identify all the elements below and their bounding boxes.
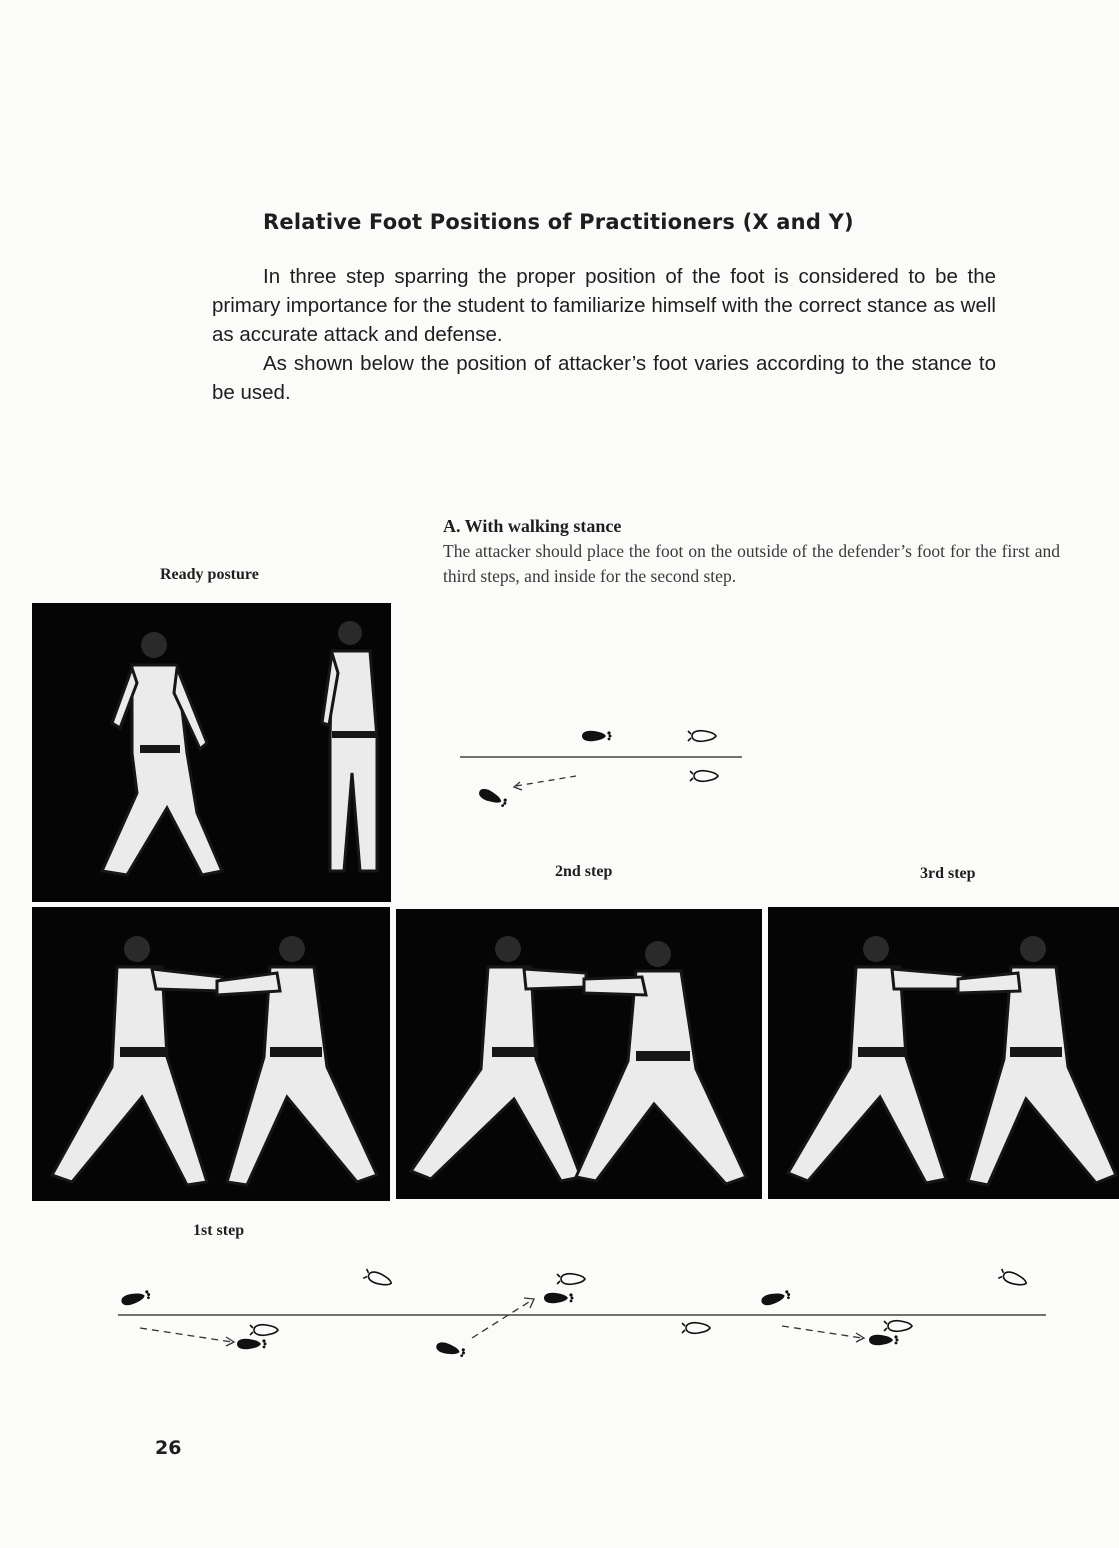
defender-foot-icon — [690, 771, 718, 782]
defender-foot-icon — [998, 1269, 1028, 1288]
defender-foot-icon — [682, 1323, 710, 1334]
attacker-foot-icon — [760, 1289, 791, 1307]
intro-paragraph-1: In three step sparring the proper position of the foot is considered to be the primary importance for the student to familiarize himself with the correct stance as well as accurate attack and defense. — [212, 265, 996, 346]
section-a-text: The attacker should place the foot on the outside of the defender’s foot for the first and third steps, and inside for the second step. — [443, 541, 1060, 586]
defender-foot-icon — [557, 1274, 585, 1285]
intro-text — [212, 262, 996, 407]
photo-1st-step — [32, 907, 390, 1201]
attacker-foot-icon — [237, 1339, 267, 1350]
attacker-foot-icon — [869, 1335, 899, 1346]
defender-foot-icon — [250, 1325, 278, 1336]
caption-2nd-step: 2nd step — [555, 863, 613, 880]
attacker-foot-icon — [544, 1293, 574, 1304]
attacker-foot-icon — [477, 787, 508, 809]
defender-foot-icon — [884, 1321, 912, 1332]
photo-2nd-step — [396, 909, 762, 1199]
photo-ready-posture — [32, 603, 391, 902]
intro-paragraph-2: As shown below the position of attacker’s foot varies according to the stance to be used. — [212, 352, 996, 404]
diagram-three-steps — [112, 1258, 1052, 1368]
photo-3rd-step — [768, 907, 1119, 1199]
defender-foot-icon — [363, 1269, 393, 1288]
page-number: 26 — [155, 1437, 182, 1459]
caption-ready-posture: Ready posture — [160, 566, 259, 583]
attacker-foot-icon — [120, 1289, 151, 1307]
diagram-2nd-step — [456, 720, 746, 815]
caption-1st-step: 1st step — [193, 1222, 245, 1239]
section-a-title: A. With walking stance — [443, 516, 622, 536]
page-heading: Relative Foot Positions of Practitioners (X and Y) — [263, 210, 854, 234]
caption-3rd-step: 3rd step — [920, 865, 976, 882]
defender-foot-icon — [688, 731, 716, 742]
attacker-foot-icon — [435, 1341, 466, 1359]
attacker-foot-icon — [582, 731, 612, 742]
